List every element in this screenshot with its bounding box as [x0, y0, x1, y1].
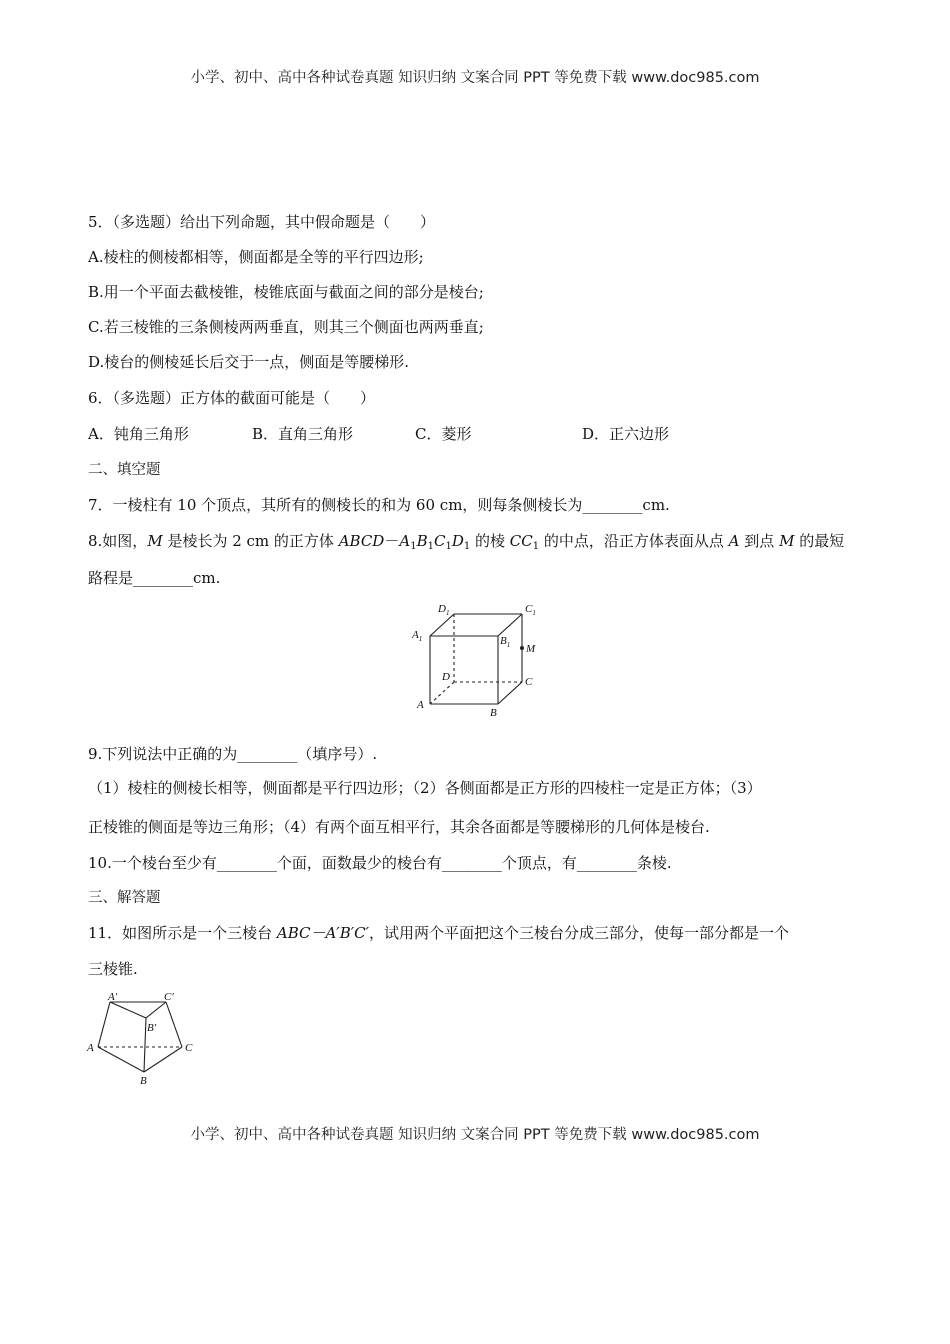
q8-line1: 8.如图，M 是棱长为 2 cm 的正方体 $ABCD-A_1B_1C_1D_1$ 的棱 $CC_1$ 的中点，沿正方体表面从点 A 到点 M 的最短 — [88, 532, 845, 552]
label-d: D — [442, 671, 450, 683]
label-a: A — [87, 1042, 94, 1054]
q10-text: 10.一个棱台至少有________个面，面数最少的棱台有________个顶点，有________条棱. — [88, 854, 672, 872]
section-fill-in-title: 二、填空题 — [88, 462, 161, 478]
page-header-banner: 小学、初中、高中各种试卷真题 知识归纳 文案合同 PPT 等免费下载 www.doc985.com — [190, 70, 760, 86]
q8-line2: 路程是________cm. — [88, 569, 221, 587]
label-d1: $D_1$ — [438, 603, 450, 617]
q5-option-d: D.棱台的侧棱延长后交于一点，侧面是等腰梯形. — [88, 353, 410, 371]
label-b1: $B_1$ — [500, 635, 511, 649]
q5-option-c: C.若三棱锥的三条侧棱两两垂直，则其三个侧面也两两垂直; — [88, 318, 484, 336]
label-c-prime: C′ — [164, 991, 174, 1003]
label-a1: $A_1$ — [412, 629, 423, 643]
label-c: C — [185, 1042, 193, 1054]
cube-figure — [408, 598, 548, 718]
q9-line2: 正棱锥的侧面是等边三角形；（4）有两个面互相平行，其余各面都是等腰梯形的几何体是棱台. — [88, 818, 710, 836]
label-m: M — [526, 643, 536, 655]
q9-line1: （1）棱柱的侧棱长相等，侧面都是平行四边形；（2）各侧面都是正方形的四棱柱一定是正方体；（3） — [88, 779, 762, 797]
label-c1: $C_1$ — [525, 603, 536, 617]
q9-stem: 9.下列说法中正确的为________（填序号）. — [88, 745, 378, 763]
label-b: B — [140, 1075, 147, 1086]
q6-option-a: A．钝角三角形 — [88, 425, 189, 443]
section-answer-title: 三、解答题 — [88, 890, 161, 906]
page-footer-banner: 小学、初中、高中各种试卷真题 知识归纳 文案合同 PPT 等免费下载 www.doc985.com — [190, 1127, 760, 1143]
q11-line2: 三棱锥. — [88, 960, 138, 978]
q6-option-d: D．正六边形 — [582, 425, 670, 443]
q5-option-a: A.棱柱的侧棱都相等，侧面都是全等的平行四边形; — [88, 248, 424, 266]
q7-text: 7．一棱柱有 10 个顶点，其所有的侧棱长的和为 60 cm，则每条侧棱长为________cm. — [88, 496, 670, 514]
label-b: B — [490, 707, 497, 718]
q6-option-b: B．直角三角形 — [252, 425, 354, 443]
midpoint-m-marker — [520, 646, 524, 650]
q6-option-c: C．菱形 — [415, 425, 472, 443]
q5-option-b: B.用一个平面去截棱锥，棱锥底面与截面之间的部分是棱台; — [88, 283, 484, 301]
label-b-prime: B′ — [147, 1022, 157, 1034]
q11-line1: 11．如图所示是一个三棱台 ABC－A′B′C′，试用两个平面把这个三棱台分成三部分，使每一部分都是一个 — [88, 924, 790, 942]
label-a: A — [417, 699, 424, 711]
label-a-prime: A′ — [108, 991, 118, 1003]
q5-stem: 5．（多选题）给出下列命题，其中假命题是（ ） — [88, 213, 436, 231]
q6-stem: 6．（多选题）正方体的截面可能是（ ） — [88, 389, 376, 407]
label-c: C — [525, 676, 533, 688]
frustum-figure — [84, 990, 204, 1086]
